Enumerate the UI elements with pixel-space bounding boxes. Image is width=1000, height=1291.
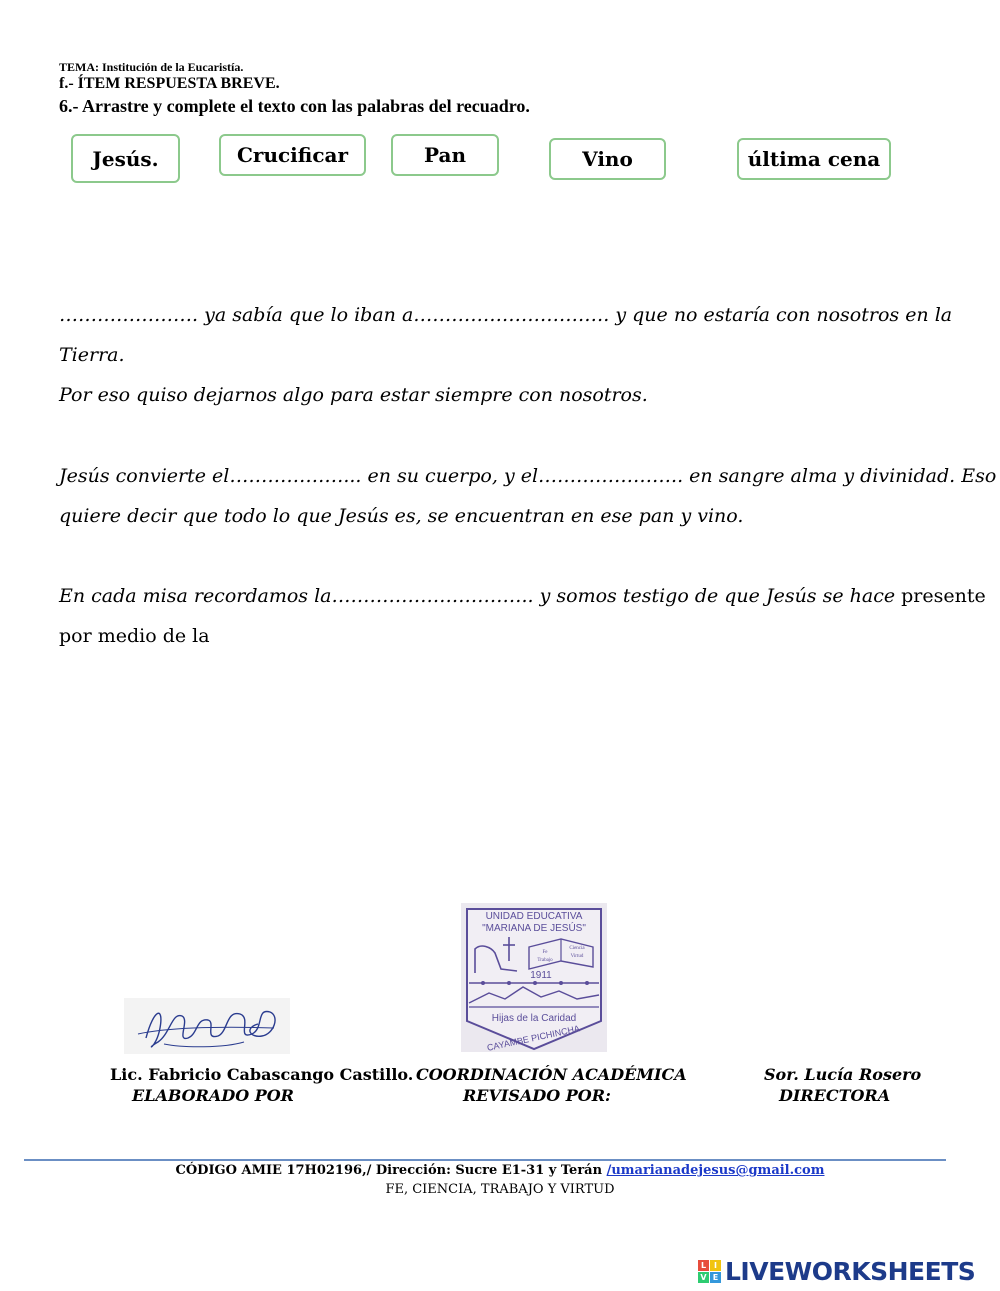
left-signer-name: Lic. Fabricio Cabascango Castillo. — [110, 1065, 414, 1084]
paragraph-3-line-1 — [59, 464, 996, 488]
word-ultima-cena[interactable]: última cena — [737, 138, 891, 180]
word-pan[interactable]: Pan — [391, 134, 499, 176]
liveworksheets-logo — [698, 1258, 988, 1284]
center-signer-role: REVISADO POR: — [463, 1086, 611, 1105]
logo-letter: I — [710, 1260, 721, 1271]
seal-motto-d: Virtud — [570, 954, 584, 959]
paragraph-2: Por eso quiso dejarnos algo para estar siempre con nosotros. — [59, 384, 648, 406]
footer-address — [0, 1163, 1000, 1178]
logo-letter: V — [698, 1272, 709, 1283]
footer-address-text: CÓDIGO AMIE 17H02196,/ Dirección: Sucre E1-31 y Terán — [175, 1163, 607, 1178]
word-crucificar[interactable]: Crucificar — [219, 134, 366, 176]
text-segment: en sangre alma y divinidad. Eso — [683, 465, 997, 487]
blank-4[interactable]: ………………….. — [538, 465, 684, 487]
seal-year: 1911 — [530, 970, 552, 981]
paragraph-3-line-2: quiere decir que todo lo que Jesús es, se encuentran en ese pan y vino. — [59, 505, 744, 527]
school-seal — [461, 903, 607, 1052]
paragraph-4-line-2: por medio de la — [59, 625, 210, 647]
center-signer-name: COORDINACIÓN ACADÉMICA — [416, 1065, 687, 1084]
text-segment: Jesús convierte el — [59, 465, 230, 487]
text-segment: en su cuerpo, y el — [361, 465, 539, 487]
signature-image — [124, 998, 290, 1054]
blank-5[interactable]: ………………………….. — [331, 585, 534, 607]
instruction-text: 6.- Arrastre y complete el texto con las palabras del recuadro. — [59, 96, 530, 116]
seal-motto-b: Ciencia — [569, 946, 585, 951]
footer-divider — [24, 1159, 946, 1161]
blank-3[interactable]: ………………... — [229, 465, 362, 487]
text-segment: En cada misa recordamos la — [59, 585, 332, 607]
footer-email-link[interactable]: /umarianadejesus@gmail.com — [606, 1163, 825, 1178]
seal-motto-a: Fe — [542, 950, 548, 955]
paragraph-1-line-1 — [59, 303, 952, 327]
logo-letter: E — [710, 1272, 721, 1283]
seal-line-2: "MARIANA DE JESÚS" — [482, 923, 586, 934]
section-title: f.- ÍTEM RESPUESTA BREVE. — [59, 75, 280, 92]
text-segment: y somos testigo de que Jesús se hace — [533, 585, 902, 607]
seal-line-3: Hijas de la Caridad — [491, 1013, 577, 1024]
left-signer-role: ELABORADO POR — [132, 1086, 294, 1105]
signature-scribble — [124, 998, 290, 1054]
right-signer-name: Sor. Lucía Rosero — [764, 1065, 922, 1084]
logo-mark-icon — [698, 1260, 721, 1283]
topic-label: TEMA: Institución de la Eucaristía. — [59, 60, 244, 74]
logo-letter: L — [698, 1260, 709, 1271]
paragraph-1-line-2: Tierra. — [59, 344, 125, 366]
text-segment: presente — [901, 585, 986, 607]
paragraph-4-line-1 — [59, 584, 986, 608]
text-segment: ya sabía que lo iban a — [198, 304, 414, 326]
blank-2[interactable]: …………………………. — [413, 304, 610, 326]
right-signer-role: DIRECTORA — [779, 1086, 891, 1105]
blank-1[interactable]: …………………. — [59, 304, 199, 326]
seal-motto-c: Trabajo — [537, 958, 553, 963]
seal-graphic — [461, 903, 607, 1052]
word-vino[interactable]: Vino — [549, 138, 666, 180]
logo-wordmark: LIVEWORKSHEETS — [725, 1256, 976, 1286]
footer-motto: FE, CIENCIA, TRABAJO Y VIRTUD — [385, 1182, 615, 1197]
text-segment: y que no estaría con nosotros en la — [609, 304, 953, 326]
seal-line-1: UNIDAD EDUCATIVA — [485, 911, 583, 922]
word-jesus[interactable]: Jesús. — [71, 134, 180, 183]
seal-line-4: CAYAMBE PICHINCHA — [486, 1023, 581, 1052]
